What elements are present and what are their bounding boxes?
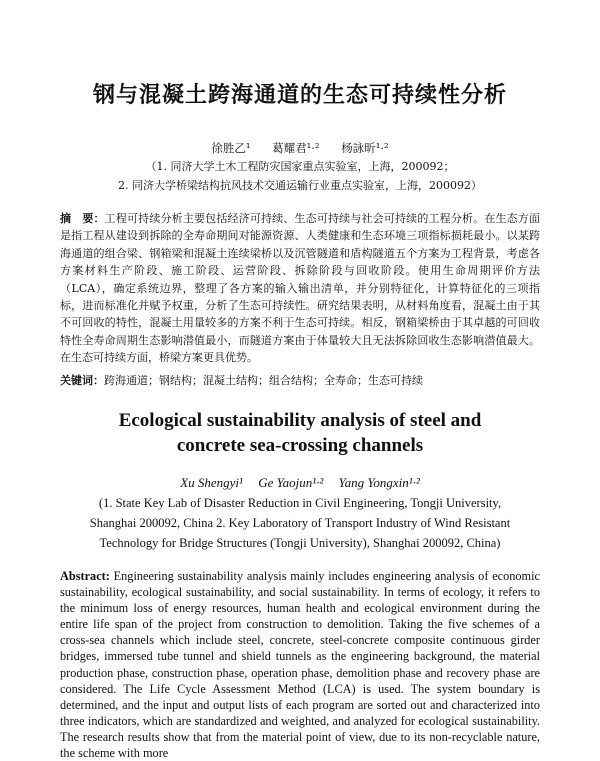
chinese-keywords [60, 372, 540, 388]
english-affiliation-3: Technology for Bridge Structures (Tongji University), Shanghai 200092, China) [99, 536, 501, 550]
english-affiliation-1: (1. State Key Lab of Disaster Reduction in Civil Engineering, Tongji University, [98, 496, 502, 510]
english-author: Ge Yaojun¹·² [258, 475, 324, 490]
chinese-abstract-text: 工程可持续分析主要包括经济可持续、生态可持续与社会可持续的工程分析。在生态方面是指工程从建设到拆除的全寿命期间对能源资源、人类健康和生态环境三项指标损耗最小。以某跨海通道的组合梁、钢箱梁和混凝土连续梁桥以及沉管隧道和盾构隧道五个方案为工程背景，考虑各方案材料生产阶段、施工阶段、运营阶段、拆除阶段与回收阶段。使用生命周期评价方法（LCA），确定系统边界，整理了各方案的输入输出清单，并分别特征化，计算特征化的三项指标，进而标准化并赋予权重，分析了生态可持续性。研究结果表明，从材料角度看，混凝土由于其不可回收的特性，混凝土用量较多的方案不利于生态可持续。相反，钢箱梁桥由于其卓越的可回收特性全寿命周期生态影响潜值最小，而隧道方案由于体量较大且无法拆除回收生态影响潜值最大。在生态可持续方面，桥梁方案更具优势。 [60, 212, 541, 365]
chinese-author: 徐胜乙¹ [211, 141, 251, 155]
chinese-keywords-text: 跨海通道；钢结构；混凝土结构；组合结构；全寿命；生态可持续 [104, 374, 423, 387]
english-author: Yang Yongxin¹·² [338, 475, 420, 490]
english-affiliation-2: Shanghai 200092, China 2. Key Laboratory of Transport Industry of Wind Resistant [89, 516, 511, 530]
chinese-abstract [60, 210, 540, 367]
english-title-line-1: Ecological sustainability analysis of steel and [118, 410, 482, 431]
english-title-line-2: concrete sea-crossing channels [176, 435, 424, 456]
chinese-author: 葛耀君¹·² [272, 141, 320, 155]
chinese-authors [0, 140, 600, 156]
chinese-affiliation-1: （1. 同济大学土木工程防灾国家重点实验室，上海，200092； [145, 160, 455, 173]
chinese-abstract-label: 摘 要： [60, 212, 105, 225]
english-abstract [60, 568, 540, 761]
chinese-title: 钢与混凝土跨海通道的生态可持续性分析 [92, 83, 507, 108]
english-authors [0, 475, 600, 491]
english-abstract-label: Abstract: [60, 569, 110, 583]
english-abstract-text: Engineering sustainability analysis mainly includes engineering analysis of economic sustainability, ecological sustainability, and social sustainability. In terms of ecology, it refers to the minimum loss of energy resources, human health and ecological environment during the entire life span of the project from construction to demolition. Taking the five schemes of a cross-sea channels which include steel, concrete, steel-concrete composite continuous girder bridges, immersed tube tunnel and shield tunnels as the engineering background, the material production phase, construction phase, operation phase, demolition phase and recovery phase are considered. The Life Cycle Assessment Method (LCA) is used. The system boundary is determined, and the input and output lists of each program are sorted out and characterized into three indicators, which are standardized and weighted, and analyzed for ecological sustainability. The research results show that from the material point of view, due to its non-recyclable nature, the scheme with more [60, 569, 540, 761]
chinese-keywords-label: 关键词： [60, 374, 104, 387]
english-author: Xu Shengyi¹ [180, 475, 243, 490]
chinese-affiliation-2: 2. 同济大学桥梁结构抗风技术交通运输行业重点实验室，上海，200092） [118, 179, 482, 192]
chinese-author: 杨詠昕¹·² [341, 141, 389, 155]
